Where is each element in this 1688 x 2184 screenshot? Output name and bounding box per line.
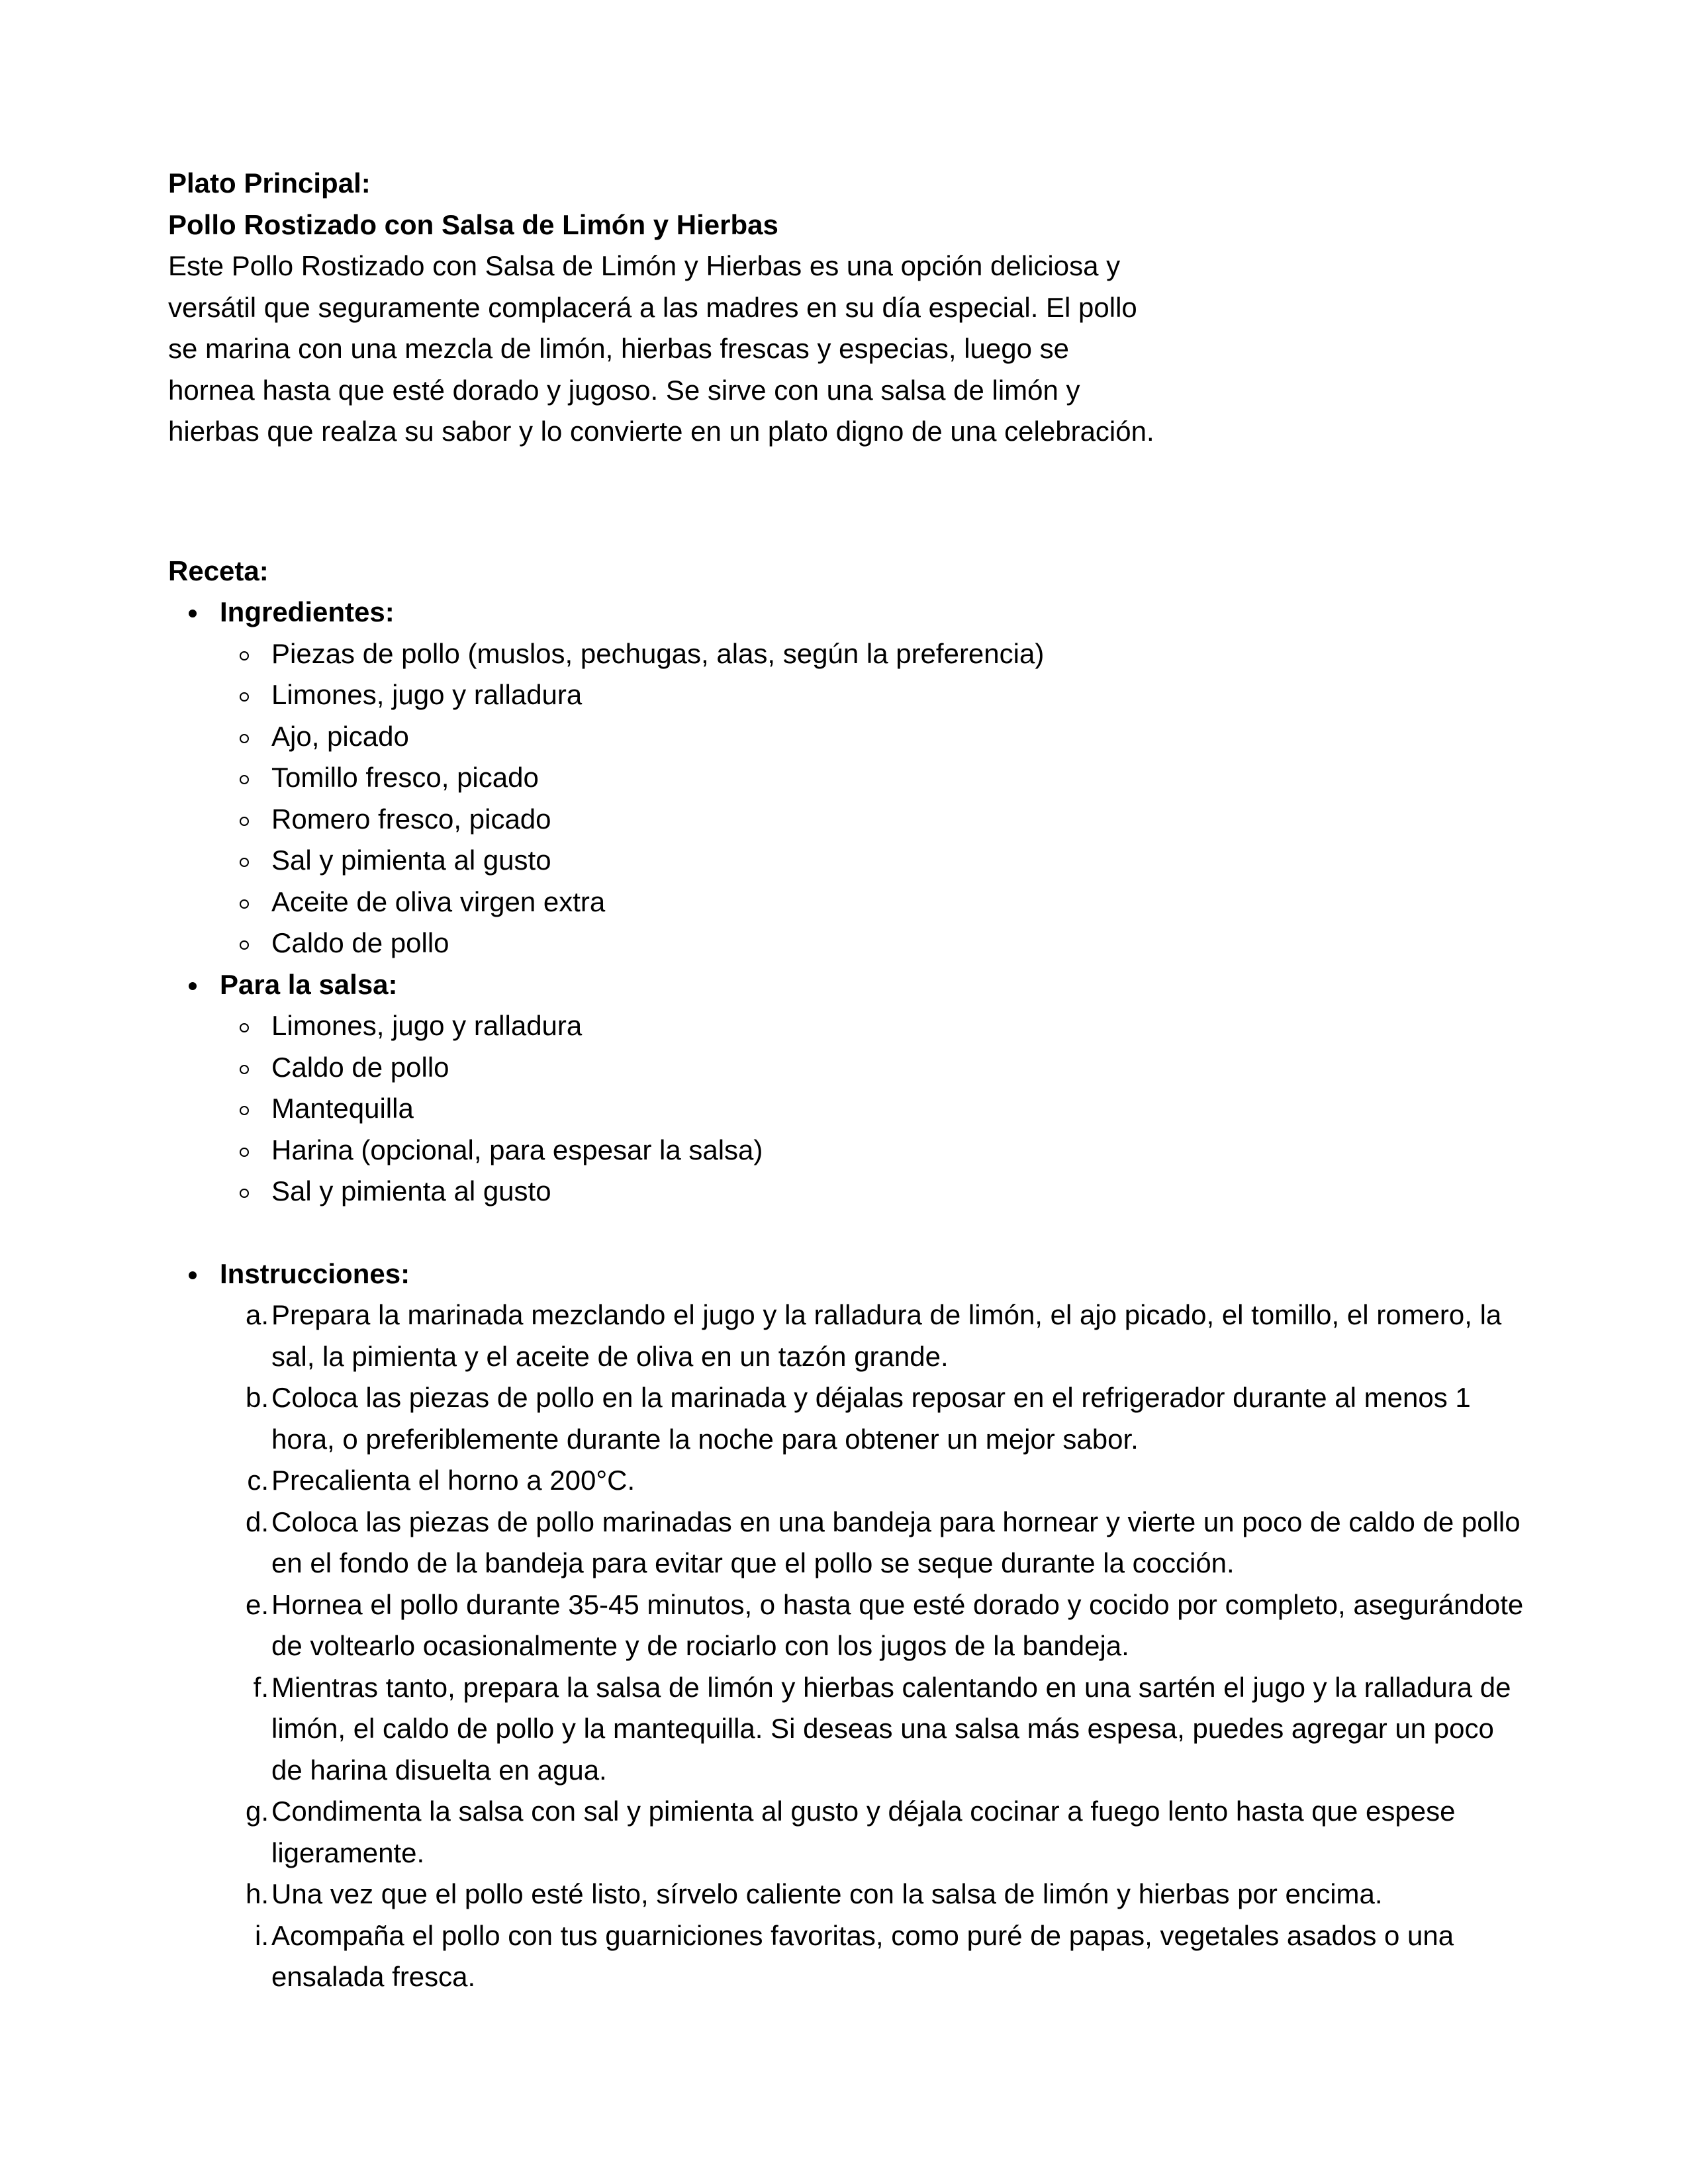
step-marker: d. bbox=[245, 1506, 269, 1537]
instructions-title: Instrucciones: bbox=[220, 1257, 410, 1289]
list-item: Romero fresco, picado bbox=[220, 799, 1532, 841]
step-text: Coloca las piezas de pollo en la marinada y déjalas reposar en el refrigerador durante al menos 1 hora, o preferiblemente durante la noche para obtener un mejor sabor. bbox=[271, 1382, 1471, 1455]
recipe-list bbox=[168, 592, 1532, 1212]
step-text: Acompaña el pollo con tus guarniciones favoritas, como puré de papas, vegetales asados o una ensalada fresca. bbox=[271, 1919, 1454, 1992]
circle-bullet-icon bbox=[240, 692, 249, 702]
step-marker: e. bbox=[245, 1588, 269, 1620]
circle-bullet-icon bbox=[240, 775, 249, 784]
list-item: Tomillo fresco, picado bbox=[220, 757, 1532, 799]
step-marker: i. bbox=[255, 1919, 269, 1951]
instruction-step bbox=[220, 1295, 1532, 1377]
circle-bullet-icon bbox=[240, 1148, 249, 1157]
list-item: Sal y pimienta al gusto bbox=[220, 1171, 1532, 1212]
ingredients-title: Ingredientes: bbox=[220, 596, 395, 627]
list-item: Mantequilla bbox=[220, 1088, 1532, 1130]
circle-bullet-icon bbox=[240, 1189, 249, 1198]
step-text: Condimenta la salsa con sal y pimienta al gusto y déjala cocinar a fuego lento hasta que espese ligeramente. bbox=[271, 1796, 1456, 1868]
step-text: Precalienta el horno a 200°C. bbox=[271, 1465, 635, 1496]
step-text: Hornea el pollo durante 35-45 minutos, o hasta que esté dorado y cocido por completo, asegurándote de voltearlo ocasionalmente y de rociarlo con los jugos de la bandeja. bbox=[271, 1588, 1524, 1661]
spacer bbox=[168, 453, 1532, 551]
bullet-icon bbox=[189, 610, 197, 617]
instruction-step bbox=[220, 1502, 1532, 1584]
instruction-step bbox=[220, 1791, 1532, 1874]
list-item: Sal y pimienta al gusto bbox=[220, 840, 1532, 882]
instruction-step bbox=[220, 1874, 1532, 1915]
list-item: Caldo de pollo bbox=[220, 923, 1532, 964]
instruction-step bbox=[220, 1460, 1532, 1502]
list-item: Limones, jugo y ralladura bbox=[220, 674, 1532, 716]
step-text: Coloca las piezas de pollo marinadas en una bandeja para hornear y vierte un poco de caldo de pollo en el fondo de la bandeja para evitar que el pollo se seque durante la cocción. bbox=[271, 1506, 1521, 1578]
step-text: Prepara la marinada mezclando el jugo y la ralladura de limón, el ajo picado, el tomillo, el romero, la sal, la pimienta y el aceite de oliva en un tazón grande. bbox=[271, 1299, 1502, 1372]
instruction-step bbox=[220, 1584, 1532, 1667]
bullet-icon bbox=[189, 1271, 197, 1279]
list-item: Limones, jugo y ralladura bbox=[220, 1005, 1532, 1047]
step-marker: a. bbox=[245, 1299, 269, 1330]
instructions-list bbox=[220, 1295, 1532, 1998]
step-text: Una vez que el pollo esté listo, sírvelo caliente con la salsa de limón y hierbas por encima. bbox=[271, 1878, 1383, 1909]
step-marker: f. bbox=[253, 1671, 269, 1703]
ingredients-list bbox=[220, 633, 1532, 964]
list-item: Aceite de oliva virgen extra bbox=[220, 882, 1532, 923]
instruction-step bbox=[220, 1667, 1532, 1792]
sauce-list bbox=[220, 1005, 1532, 1212]
circle-bullet-icon bbox=[240, 940, 249, 950]
list-item: Caldo de pollo bbox=[220, 1047, 1532, 1089]
step-marker: h. bbox=[245, 1878, 269, 1909]
step-marker: b. bbox=[245, 1382, 269, 1413]
step-marker: g. bbox=[245, 1796, 269, 1827]
step-marker: c. bbox=[247, 1465, 269, 1496]
circle-bullet-icon bbox=[240, 734, 249, 743]
bullet-icon bbox=[189, 982, 197, 990]
ingredients-section bbox=[168, 592, 1532, 964]
list-item: Ajo, picado bbox=[220, 716, 1532, 758]
document-content bbox=[168, 163, 1532, 1998]
circle-bullet-icon bbox=[240, 858, 249, 867]
sauce-title: Para la salsa: bbox=[220, 968, 398, 1000]
intro-paragraph: Este Pollo Rostizado con Salsa de Limón y Hierbas es una opción deliciosa y versátil que seguramente complacerá a las madres en su día especial. El pollo se marina con una mezcla de limón, hierbas frescas y especias, luego se hornea hasta que esté dorado y jugoso. Se sirve con una salsa de limón y hierbas que realza su sabor y lo convierte en un plato digno de una celebración. bbox=[168, 250, 1154, 447]
instructions-list-wrapper bbox=[168, 1253, 1532, 1998]
dish-title: Pollo Rostizado con Salsa de Limón y Hierbas bbox=[168, 208, 778, 240]
list-item: Piezas de pollo (muslos, pechugas, alas, según la preferencia) bbox=[220, 633, 1532, 675]
circle-bullet-icon bbox=[240, 1106, 249, 1115]
circle-bullet-icon bbox=[240, 651, 249, 660]
step-text: Mientras tanto, prepara la salsa de limón y hierbas calentando en una sartén el jugo y la ralladura de limón, el caldo de pollo y la mantequilla. Si deseas una salsa más espesa, puedes agregar un poco de harina disuelta en agua. bbox=[271, 1671, 1511, 1786]
list-item: Harina (opcional, para espesar la salsa) bbox=[220, 1130, 1532, 1171]
instruction-step bbox=[220, 1915, 1532, 1998]
spacer bbox=[168, 1212, 1532, 1253]
circle-bullet-icon bbox=[240, 817, 249, 826]
circle-bullet-icon bbox=[240, 1023, 249, 1032]
section-label: Plato Principal: bbox=[168, 167, 371, 199]
circle-bullet-icon bbox=[240, 1065, 249, 1074]
sauce-section bbox=[168, 964, 1532, 1212]
circle-bullet-icon bbox=[240, 899, 249, 909]
instructions-section bbox=[168, 1253, 1532, 1998]
instruction-step bbox=[220, 1377, 1532, 1460]
recipe-label: Receta: bbox=[168, 555, 269, 586]
